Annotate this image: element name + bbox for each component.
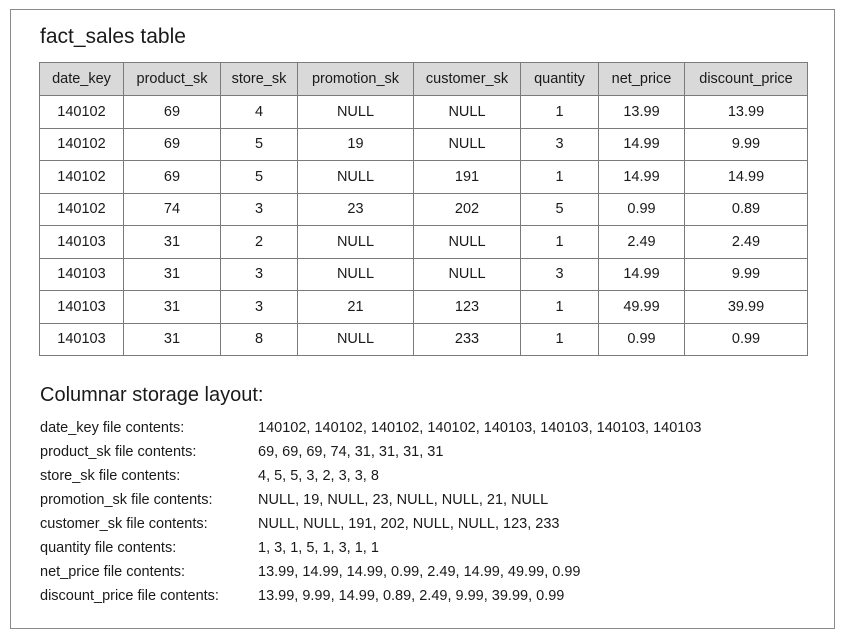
table-cell: 31 xyxy=(124,323,221,356)
table-cell: 2 xyxy=(221,226,298,259)
layout-row xyxy=(40,488,810,512)
table-cell: 1 xyxy=(521,291,599,324)
table-row xyxy=(40,193,808,226)
layout-row-label: store_sk file contents: xyxy=(40,468,181,484)
column-header: discount_price xyxy=(685,63,808,96)
table-cell: 3 xyxy=(521,258,599,291)
table-cell: 5 xyxy=(221,128,298,161)
table-cell: 14.99 xyxy=(599,161,685,194)
table-cell: 14.99 xyxy=(599,258,685,291)
layout-row-values: 1, 3, 1, 5, 1, 3, 1, 1 xyxy=(258,540,379,556)
table-cell: 13.99 xyxy=(599,96,685,129)
table-cell: 1 xyxy=(521,323,599,356)
table-cell: 39.99 xyxy=(685,291,808,324)
table-cell: 140102 xyxy=(40,161,124,194)
table-cell: 140102 xyxy=(40,193,124,226)
table-cell: 191 xyxy=(414,161,521,194)
table-cell: 31 xyxy=(124,291,221,324)
table-cell: NULL xyxy=(414,226,521,259)
table-cell: NULL xyxy=(298,96,414,129)
column-header: date_key xyxy=(40,63,124,96)
table-cell: 5 xyxy=(221,161,298,194)
layout-row-label: discount_price file contents: xyxy=(40,588,219,604)
table-cell: 21 xyxy=(298,291,414,324)
table-row xyxy=(40,323,808,356)
layout-row-label: promotion_sk file contents: xyxy=(40,492,213,508)
column-header: store_sk xyxy=(221,63,298,96)
table-row xyxy=(40,258,808,291)
table-cell: 31 xyxy=(124,258,221,291)
table-cell: 69 xyxy=(124,128,221,161)
table-cell: 140103 xyxy=(40,258,124,291)
table-cell: 14.99 xyxy=(599,128,685,161)
column-header: net_price xyxy=(599,63,685,96)
table-cell: 3 xyxy=(221,291,298,324)
column-header: customer_sk xyxy=(414,63,521,96)
table-cell: NULL xyxy=(298,258,414,291)
table-cell: 14.99 xyxy=(685,161,808,194)
layout-row xyxy=(40,512,810,536)
table-cell: 3 xyxy=(221,193,298,226)
column-header: quantity xyxy=(521,63,599,96)
layout-row-label: date_key file contents: xyxy=(40,420,185,436)
table-cell: 31 xyxy=(124,226,221,259)
table-cell: 233 xyxy=(414,323,521,356)
layout-row xyxy=(40,464,810,488)
layout-row-label: customer_sk file contents: xyxy=(40,516,208,532)
table-row xyxy=(40,291,808,324)
table-cell: 0.99 xyxy=(685,323,808,356)
table-cell: NULL xyxy=(414,258,521,291)
table-row xyxy=(40,226,808,259)
layout-row-values: 4, 5, 5, 3, 2, 3, 3, 8 xyxy=(258,468,379,484)
layout-row-values: 69, 69, 69, 74, 31, 31, 31, 31 xyxy=(258,444,444,460)
table-cell: 2.49 xyxy=(599,226,685,259)
table-cell: 5 xyxy=(521,193,599,226)
layout-row-values: 13.99, 9.99, 14.99, 0.89, 2.49, 9.99, 39.99, 0.99 xyxy=(258,588,565,604)
layout-row-values: NULL, NULL, 191, 202, NULL, NULL, 123, 233 xyxy=(258,516,560,532)
table-cell: 23 xyxy=(298,193,414,226)
table-cell: 140103 xyxy=(40,323,124,356)
table-cell: 140102 xyxy=(40,128,124,161)
column-header: promotion_sk xyxy=(298,63,414,96)
columnar-layout-title: Columnar storage layout: xyxy=(40,384,264,406)
table-cell: 123 xyxy=(414,291,521,324)
layout-row-label: net_price file contents: xyxy=(40,564,186,580)
layout-row-values: 140102, 140102, 140102, 140102, 140103, 140103, 140103, 140103 xyxy=(258,420,702,436)
table-cell: 13.99 xyxy=(685,96,808,129)
layout-row xyxy=(40,560,810,584)
table-cell: 202 xyxy=(414,193,521,226)
table-cell: 0.99 xyxy=(599,193,685,226)
layout-row-values: NULL, 19, NULL, 23, NULL, NULL, 21, NULL xyxy=(258,492,549,508)
layout-row-label: quantity file contents: xyxy=(40,540,177,556)
table-cell: 140102 xyxy=(40,96,124,129)
table-cell: 4 xyxy=(221,96,298,129)
table-cell: 69 xyxy=(124,161,221,194)
table-cell: 19 xyxy=(298,128,414,161)
table-title: fact_sales table xyxy=(40,25,186,48)
table-header-row xyxy=(40,63,808,96)
table-cell: 3 xyxy=(221,258,298,291)
table-cell: 9.99 xyxy=(685,128,808,161)
table-cell: 3 xyxy=(521,128,599,161)
table-cell: NULL xyxy=(414,128,521,161)
table-cell: NULL xyxy=(298,323,414,356)
table-cell: 49.99 xyxy=(599,291,685,324)
fact-sales-table xyxy=(39,62,808,356)
table-cell: 9.99 xyxy=(685,258,808,291)
table-row xyxy=(40,128,808,161)
table-cell: 1 xyxy=(521,161,599,194)
table-cell: 69 xyxy=(124,96,221,129)
layout-row xyxy=(40,416,810,440)
table-cell: NULL xyxy=(414,96,521,129)
table-cell: 1 xyxy=(521,96,599,129)
layout-row-values: 13.99, 14.99, 14.99, 0.99, 2.49, 14.99, 49.99, 0.99 xyxy=(258,564,581,580)
table-row xyxy=(40,161,808,194)
table-cell: 74 xyxy=(124,193,221,226)
table-cell: 8 xyxy=(221,323,298,356)
layout-row-label: product_sk file contents: xyxy=(40,444,197,460)
table-cell: 140103 xyxy=(40,291,124,324)
table-cell: NULL xyxy=(298,226,414,259)
layout-row xyxy=(40,440,810,464)
table-cell: 140103 xyxy=(40,226,124,259)
table-cell: 0.99 xyxy=(599,323,685,356)
layout-row xyxy=(40,536,810,560)
table-row xyxy=(40,96,808,129)
columnar-layout-list xyxy=(40,416,810,608)
column-header: product_sk xyxy=(124,63,221,96)
layout-row xyxy=(40,584,810,608)
table-cell: 0.89 xyxy=(685,193,808,226)
table-cell: 1 xyxy=(521,226,599,259)
table-cell: 2.49 xyxy=(685,226,808,259)
table-cell: NULL xyxy=(298,161,414,194)
